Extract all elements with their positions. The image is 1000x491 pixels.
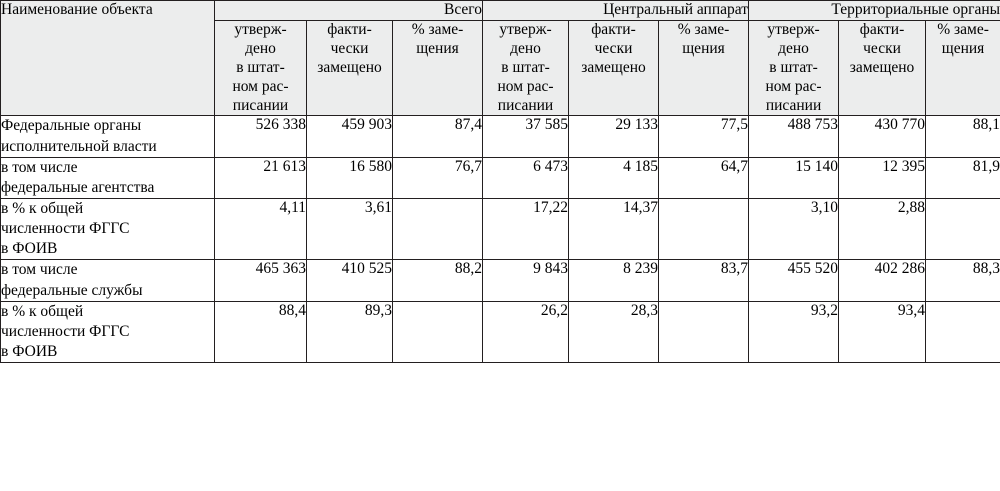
- cell-2-2: [393, 199, 483, 260]
- header-sub-6: [749, 20, 839, 116]
- header-sub-line: дено: [778, 39, 809, 57]
- cell-0-7: 430 770: [839, 116, 926, 157]
- cell-4-5: [659, 301, 749, 362]
- row-label-line: федеральные службы: [1, 281, 143, 299]
- row-label-line: в том числе: [1, 158, 78, 176]
- cell-3-3: 9 843: [483, 260, 569, 301]
- header-sub-7: [839, 20, 926, 116]
- cell-1-0: 21 613: [215, 157, 307, 198]
- cell-1-6: 15 140: [749, 157, 839, 198]
- row-label-2: [1, 199, 215, 260]
- header-sub-line: утверж-: [234, 20, 287, 38]
- cell-3-2: 88,2: [393, 260, 483, 301]
- row-label-line: в ФОИВ: [1, 342, 58, 360]
- row-label-line: исполнительной власти: [1, 137, 157, 155]
- table-row: [1, 199, 1000, 260]
- row-label-line: в % к общей: [1, 302, 84, 320]
- cell-0-5: 77,5: [659, 116, 749, 157]
- header-sub-line: утверж-: [767, 20, 820, 38]
- cell-0-8: 88,1: [926, 116, 1000, 157]
- table-header: [1, 1, 1000, 116]
- cell-4-1: 89,3: [307, 301, 393, 362]
- cell-0-3: 37 585: [483, 116, 569, 157]
- header-sub-line: щения: [416, 39, 459, 57]
- cell-4-0: 88,4: [215, 301, 307, 362]
- header-sub-line: факти-: [591, 20, 636, 38]
- header-group-territorial: Территориальные органы: [749, 1, 1000, 21]
- cell-2-0: 4,11: [215, 199, 307, 260]
- header-sub-line: в штат-: [236, 58, 285, 76]
- cell-3-8: 88,3: [926, 260, 1000, 301]
- table-body: [1, 116, 1000, 363]
- row-label-line: численности ФГГС: [1, 220, 130, 238]
- cell-2-8: [926, 199, 1000, 260]
- cell-2-7: 2,88: [839, 199, 926, 260]
- header-sub-8: [926, 20, 1000, 116]
- cell-1-1: 16 580: [307, 157, 393, 198]
- row-label-3: [1, 260, 215, 301]
- cell-1-8: 81,9: [926, 157, 1000, 198]
- cell-0-4: 29 133: [569, 116, 659, 157]
- header-sub-line: % заме-: [937, 20, 989, 38]
- header-sub-line: ном рас-: [765, 77, 822, 95]
- header-sub-5: [659, 20, 749, 116]
- header-sub-line: факти-: [859, 20, 905, 38]
- header-object-name: Наименование объекта: [1, 1, 215, 116]
- header-sub-line: в штат-: [501, 58, 550, 76]
- row-label-1: [1, 157, 215, 198]
- header-sub-line: дено: [245, 39, 276, 57]
- cell-3-7: 402 286: [839, 260, 926, 301]
- row-label-line: федеральные агентства: [1, 178, 155, 196]
- header-sub-line: чески: [863, 39, 901, 57]
- cell-3-6: 455 520: [749, 260, 839, 301]
- cell-2-4: 14,37: [569, 199, 659, 260]
- header-sub-line: дено: [510, 39, 541, 57]
- header-sub-line: замещено: [317, 58, 382, 76]
- row-label-4: [1, 301, 215, 362]
- cell-0-1: 459 903: [307, 116, 393, 157]
- cell-4-8: [926, 301, 1000, 362]
- header-sub-2: [393, 20, 483, 116]
- table-row: [1, 301, 1000, 362]
- header-sub-line: % заме-: [411, 20, 464, 38]
- header-sub-line: ном рас-: [497, 77, 554, 95]
- cell-2-3: 17,22: [483, 199, 569, 260]
- header-sub-line: писании: [497, 96, 554, 114]
- cell-2-1: 3,61: [307, 199, 393, 260]
- cell-4-3: 26,2: [483, 301, 569, 362]
- cell-4-6: 93,2: [749, 301, 839, 362]
- header-sub-4: [569, 20, 659, 116]
- cell-1-5: 64,7: [659, 157, 749, 198]
- row-label-line: в том числе: [1, 261, 78, 279]
- cell-0-2: 87,4: [393, 116, 483, 157]
- cell-1-7: 12 395: [839, 157, 926, 198]
- header-group-total: Всего: [215, 1, 483, 21]
- row-label-line: в % к общей: [1, 200, 84, 217]
- cell-3-5: 83,7: [659, 260, 749, 301]
- header-sub-line: чески: [330, 39, 369, 57]
- cell-1-4: 4 185: [569, 157, 659, 198]
- header-sub-line: писании: [232, 96, 289, 114]
- row-label-line: Федеральные органы: [1, 117, 142, 135]
- header-sub-line: ном рас-: [232, 77, 289, 95]
- header-sub-line: чески: [594, 39, 633, 57]
- header-sub-line: замещено: [581, 58, 646, 76]
- table-row: [1, 260, 1000, 301]
- row-label-0: [1, 116, 215, 157]
- cell-4-4: 28,3: [569, 301, 659, 362]
- cell-3-0: 465 363: [215, 260, 307, 301]
- cell-1-3: 6 473: [483, 157, 569, 198]
- header-group-row: [1, 1, 1000, 21]
- cell-4-2: [393, 301, 483, 362]
- header-sub-line: факти-: [327, 20, 372, 38]
- table-row: [1, 116, 1000, 157]
- header-group-central: Центральный аппарат: [483, 1, 749, 21]
- cell-3-4: 8 239: [569, 260, 659, 301]
- row-label-line: численности ФГГС: [1, 322, 130, 340]
- cell-2-5: [659, 199, 749, 260]
- header-sub-1: [307, 20, 393, 116]
- cell-0-6: 488 753: [749, 116, 839, 157]
- header-sub-line: щения: [682, 39, 725, 57]
- header-sub-0: [215, 20, 307, 116]
- header-sub-line: замещено: [849, 58, 915, 76]
- cell-4-7: 93,4: [839, 301, 926, 362]
- header-sub-line: % заме-: [677, 20, 730, 38]
- header-sub-line: щения: [941, 39, 985, 57]
- header-sub-line: в штат-: [769, 58, 818, 76]
- cell-3-1: 410 525: [307, 260, 393, 301]
- header-sub-line: писании: [765, 96, 822, 114]
- cell-1-2: 76,7: [393, 157, 483, 198]
- table-row: [1, 157, 1000, 198]
- row-label-line: в ФОИВ: [1, 240, 58, 258]
- header-sub-line: утверж-: [499, 20, 552, 38]
- cell-0-0: 526 338: [215, 116, 307, 157]
- cell-2-6: 3,10: [749, 199, 839, 260]
- header-sub-3: [483, 20, 569, 116]
